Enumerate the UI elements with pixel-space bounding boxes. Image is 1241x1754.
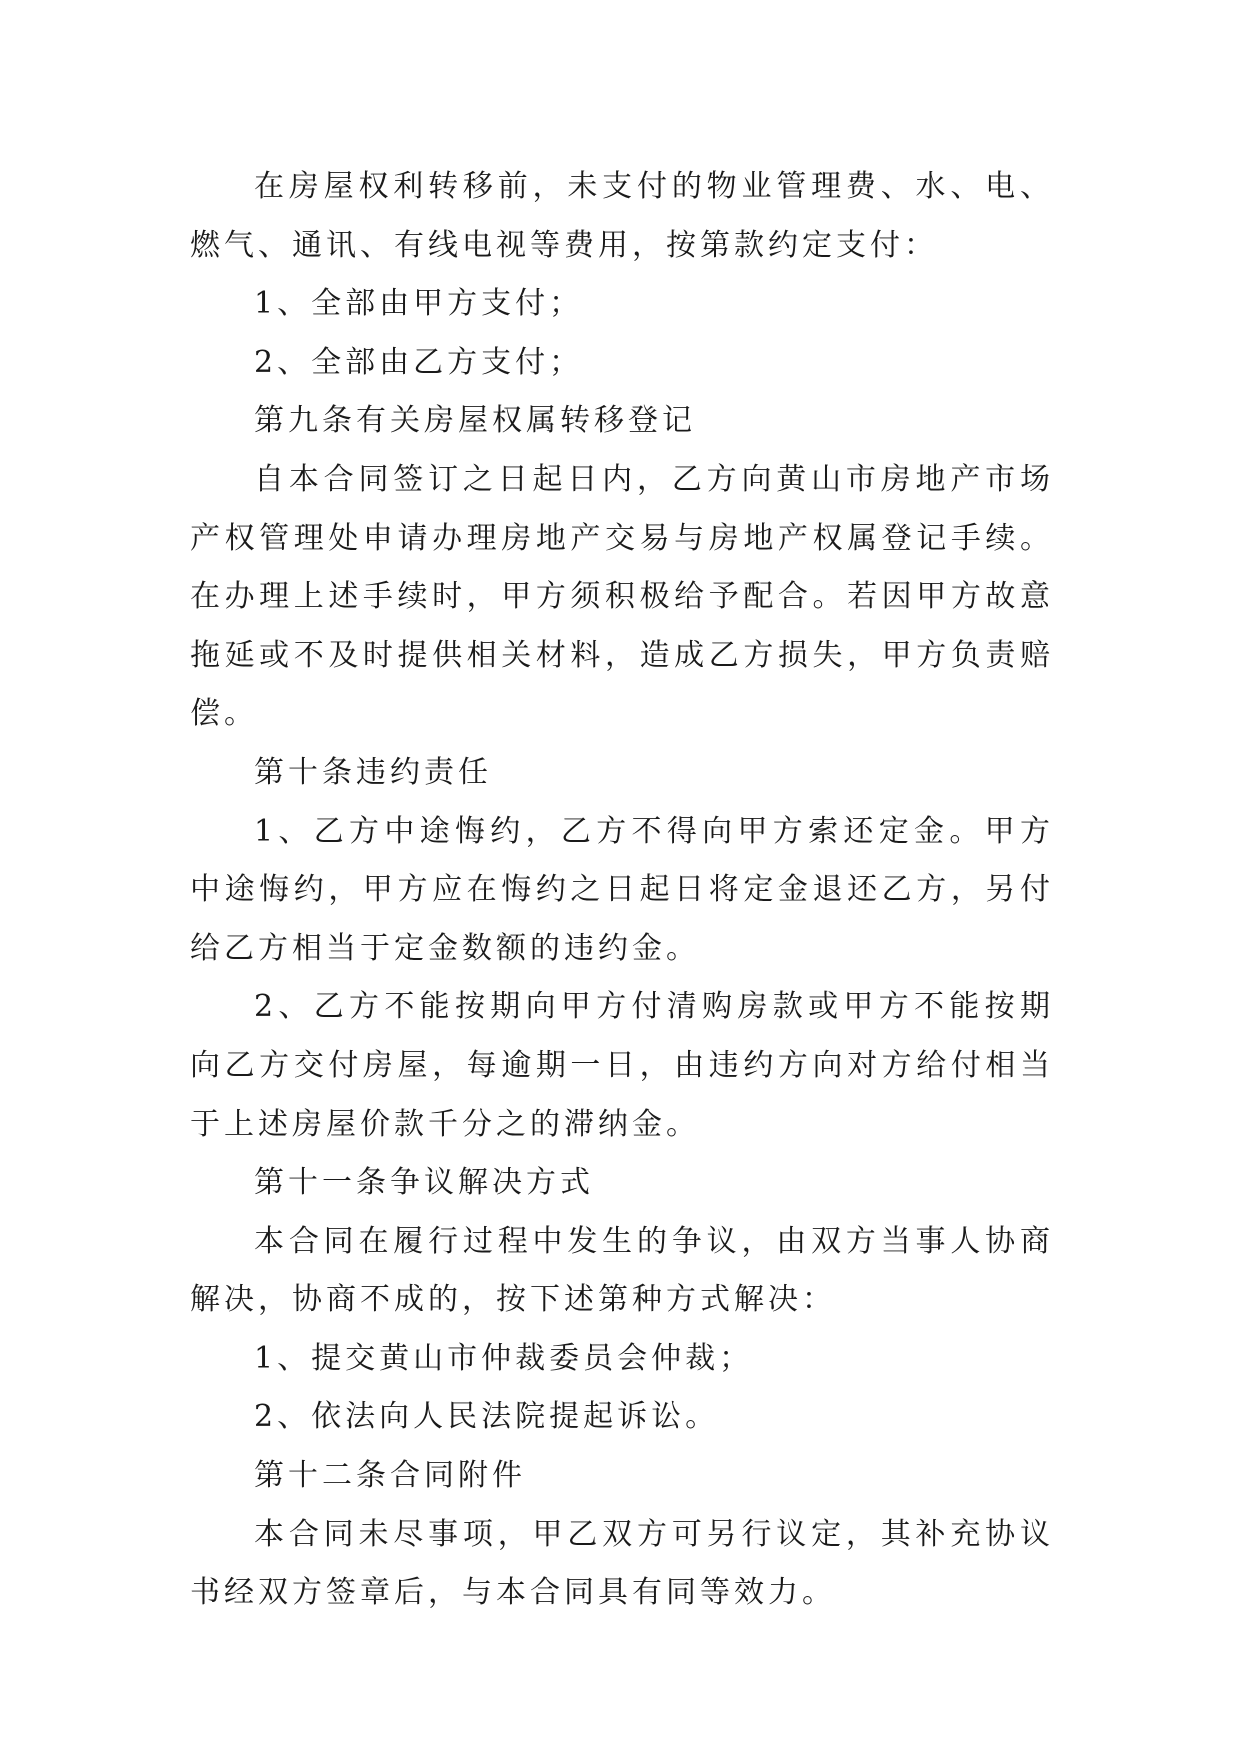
heading-article-9: 第九条有关房屋权属转移登记 bbox=[254, 403, 696, 439]
heading-article-11: 第十一条争议解决方式 bbox=[254, 1165, 594, 1201]
paragraph-article-11-item-1: 1、提交黄山市仲裁委员会仲裁； bbox=[254, 1340, 754, 1376]
paragraph-article-12-body: 本合同未尽事项，甲乙双方可另行议定，其补充协议书经双方签章后，与本合同具有同等效力。 bbox=[190, 1516, 1054, 1611]
document-body bbox=[190, 158, 1054, 1623]
paragraph-option-1: 1、全部由甲方支付； bbox=[254, 286, 584, 322]
paragraph-option-2: 2、全部由乙方支付； bbox=[254, 344, 584, 380]
paragraph-article-10-item-1: 1、乙方中途悔约，乙方不得向甲方索还定金。甲方中途悔约，甲方应在悔约之日起日将定金退还乙方，另付给乙方相当于定金数额的违约金。 bbox=[190, 813, 1054, 966]
heading-article-12: 第十二条合同附件 bbox=[254, 1458, 526, 1494]
paragraph-article-11-body: 本合同在履行过程中发生的争议，由双方当事人协商解决，协商不成的，按下述第种方式解决： bbox=[190, 1223, 1054, 1318]
paragraph-article-10-item-2: 2、乙方不能按期向甲方付清购房款或甲方不能按期向乙方交付房屋，每逾期一日，由违约方向对方给付相当于上述房屋价款千分之的滞纳金。 bbox=[190, 989, 1054, 1142]
paragraph-fee-payment: 在房屋权利转移前，未支付的物业管理费、水、电、燃气、通讯、有线电视等费用，按第款约定支付： bbox=[190, 169, 1054, 263]
heading-article-10: 第十条违约责任 bbox=[254, 754, 492, 790]
paragraph-article-9-body: 自本合同签订之日起日内，乙方向黄山市房地产市场产权管理处申请办理房地产交易与房地产权属登记手续。在办理上述手续时，甲方须积极给予配合。若因甲方故意拖延或不及时提供相关材料，造成乙方损失，甲方负责赔偿。 bbox=[190, 461, 1054, 732]
paragraph-article-11-item-2: 2、依法向人民法院提起诉讼。 bbox=[254, 1399, 720, 1435]
